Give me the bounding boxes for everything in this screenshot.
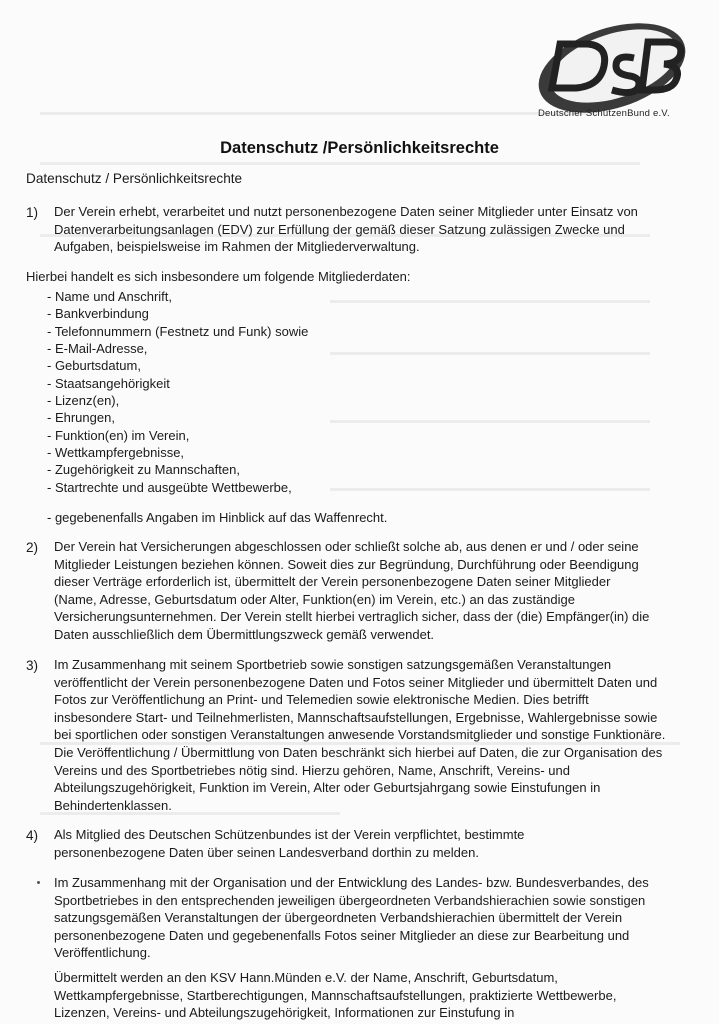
section-4-text-b: Im Zusammenhang mit der Organisation und der Entwicklung des Landes- bzw. Bundesverbandes, des Sportbetriebes in den entsprechenden jeweiligen übergeordneten Verbandshierachien sowie sonstigen satzungsgemäßen Veranstaltungen der übergeordneten Verbandshierachien übermittelt der Verein personenbezogene Daten und gegebenenfalls Fotos seiner Mitglieder an diese zur Bearbeitung und Veröffentlichung. bbox=[54, 875, 649, 961]
bleed-line bbox=[330, 420, 650, 423]
scan-mark-dot bbox=[37, 881, 40, 884]
section-number-4: 4) bbox=[26, 828, 39, 843]
section-number-3: 3) bbox=[26, 658, 39, 673]
member-data-list bbox=[47, 288, 308, 496]
list-item: - Ehrungen, bbox=[47, 410, 115, 426]
section-3-text: Im Zusammenhang mit seinem Sportbetrieb sowie sonstigen satzungsgemäßen Veranstaltungen veröffentlicht der Verein personenbezogene Daten und Fotos seiner Mitglieder und übermittelt Daten und Fotos zur Veröffentlichung an Print- und Telemedien sowie elektronische Medien. Dies betrifft insbesondere Start- und Teilnehmerlisten, Mannschaftsaufstellungen, Ergebnisse, Wahlergebnisse sowie bei sportlichen oder sonstigen Veranstaltungen anwesende Vorstandsmitglieder und sonstige Funktionäre. Die Veröffentlichung / Übermittlung von Daten beschränkt sich hierbei auf Daten, die zur Organisation des Vereins und des Sportbetriebes nötig sind. Hierzu gehören, Name, Anschrift, Vereins- und Abteilungszugehörigkeit, Funktion im Verein, Alter oder Geburtsjahrgang sowie Einstufungen in Behindertenklassen. bbox=[54, 657, 666, 813]
logo-subtitle: Deutscher SchützenBund e.V. bbox=[538, 108, 670, 119]
section-2-text: Der Verein hat Versicherungen abgeschlossen oder schließt solche ab, aus denen er und / oder seine Mitglieder Leistungen beziehen können. Soweit dies zur Begründung, Durchführung oder Beendigung dieser Verträge erforderlich ist, übermittelt der Verein personenbezogene Daten seiner Mitglieder (Name, Adresse, Geburtsdatum oder Alter, Funktion(en) im Verein, etc.) an das zuständige Versicherungsunternehmen. Der Verein stellt hierbei vertraglich sicher, dass der (die) Empfänger(in) die Daten ausschließlich dem Übermittlungszweck gemäß verwendet. bbox=[54, 539, 650, 642]
bleed-line bbox=[330, 300, 650, 303]
bleed-line bbox=[330, 488, 650, 491]
bleed-line bbox=[40, 112, 600, 115]
section-number-1: 1) bbox=[26, 205, 39, 220]
list-item: - Lizenz(en), bbox=[47, 393, 120, 409]
bleed-line bbox=[40, 162, 640, 165]
document-subtitle: Datenschutz / Persönlichkeitsrechte bbox=[26, 171, 243, 186]
list-item: - Bankverbindung bbox=[47, 306, 149, 322]
list-item: - Funktion(en) im Verein, bbox=[47, 427, 190, 443]
section-4-text-c: Übermittelt werden an den KSV Hann.Münden e.V. der Name, Anschrift, Geburtsdatum, Wettkampfergebnisse, Startberechtigungen, Mannschaftsaufstellungen, praktizierte Wettbewerbe, Lizenzen, Vereins- und Abteilungszugehörigkeit, Informationen zur Einstufung in bbox=[54, 970, 617, 1021]
list-item: - E-Mail-Adresse, bbox=[47, 341, 148, 357]
document-title: Datenschutz /Persönlichkeitsrechte bbox=[220, 139, 499, 157]
bleed-line bbox=[330, 352, 650, 355]
list-item-weapons-law: - gegebenenfalls Angaben im Hinblick auf das Waffenrecht. bbox=[47, 510, 388, 525]
list-item: - Telefonnummern (Festnetz und Funk) sowie bbox=[47, 323, 309, 339]
list-item: - Name und Anschrift, bbox=[47, 289, 172, 304]
list-item: - Staatsangehörigkeit bbox=[47, 375, 170, 391]
section-4-text: Als Mitglied des Deutschen Schützenbundes ist der Verein verpflichtet, bestimmte personenbezogene Daten über seinen Landesverband dorthin zu melden. bbox=[54, 827, 525, 860]
section-1-text: Der Verein erhebt, verarbeitet und nutzt personenbezogene Daten seiner Mitglieder unter Einsatz von Datenverarbeitungsanlagen (EDV) zur Erfüllung der gemäß dieser Satzung zulässigen Zwecke und Aufgaben, beispielsweise im Rahmen der Mitgliederverwaltung. bbox=[54, 204, 638, 255]
list-item: - Geburtsdatum, bbox=[47, 358, 141, 374]
list-item: - Startrechte und ausgeübte Wettbewerbe, bbox=[47, 479, 292, 495]
section-number-2: 2) bbox=[26, 540, 39, 555]
list-intro: Hierbei handelt es sich insbesondere um folgende Mitgliederdaten: bbox=[26, 269, 411, 284]
list-item: - Wettkampfergebnisse, bbox=[47, 445, 185, 461]
list-item: - Zugehörigkeit zu Mannschaften, bbox=[47, 462, 240, 478]
